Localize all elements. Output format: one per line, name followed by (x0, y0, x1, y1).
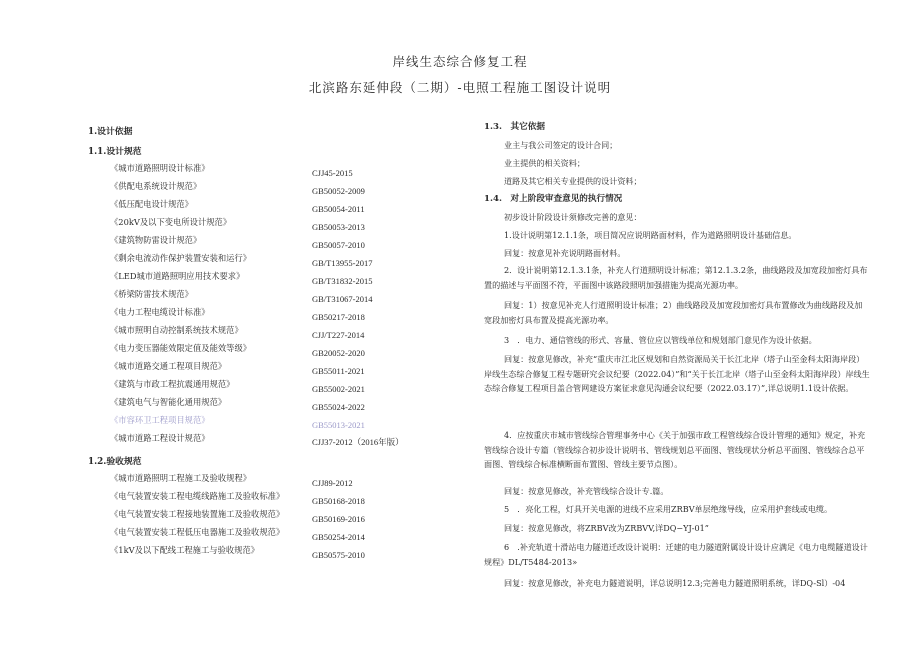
standard-code: GB50168-2018 (312, 496, 365, 506)
standard-code: GB50054-2011 (312, 204, 365, 214)
basis-item: 业主与我公司签定的设计合同； (504, 140, 618, 150)
standard-code: CJJ/T227-2014 (312, 330, 365, 340)
standard-code: GB50254-2014 (312, 532, 365, 542)
standard-name: 《电力工程电缆设计标准》 (110, 307, 210, 317)
review-item: 5 ．亮化工程，灯具开关电源的进线不应采用ZRBV单层绝缘导线，应采用护套线或电缆。 (504, 504, 833, 514)
review-reply: 回复：1）按意见补充人行道照明设计标准；2）曲线路段及加宽段加密灯具布置修改为曲线路段及加宽段加密灯具布置及提高光源功率。 (484, 300, 863, 325)
standard-name: 《建筑物防雷设计规范》 (110, 235, 202, 245)
review-item: 3 ．电力、通信管线的形式、容量、管位应以管线单位和规划部门意见作为设计依据。 (504, 335, 817, 345)
standard-name: 《建筑与市政工程抗震通用规范》 (110, 379, 235, 389)
section-acceptance-standards: 1.2.验收规范 (88, 457, 142, 467)
standard-code: GB/T31067-2014 (312, 294, 373, 304)
standard-name: 《电气装置安装工程电缆线路施工及验收标准》 (110, 491, 285, 501)
standard-name: 《LED城市道路照明应用技术要求》 (110, 271, 245, 281)
standard-name: 《供配电系统设计规范》 (110, 181, 202, 191)
standard-code: GB50057-2010 (312, 240, 365, 250)
standard-name: 《电气装置安装工程接地装置施工及验收规范》 (110, 509, 285, 519)
review-reply: 回复：按意见修改，补充电力隧道说明，详总说明12.3;完善电力隧道照明系统，详DQ-Sl）-04 (504, 578, 846, 588)
standard-name: 《电力变压器能效限定值及能效等级》 (110, 343, 252, 353)
section-design-basis: 1.设计依据 (88, 127, 133, 137)
standard-name: 《1kV及以下配线工程施工与验收规范》 (110, 545, 260, 555)
document-title: 岸线生态综合修复工程 (392, 54, 528, 69)
standard-code-faded: GB55013-2021 (312, 420, 365, 430)
standard-name: 《建筑电气与智能化通用规范》 (110, 397, 227, 407)
standard-code: CJJ45-2015 (312, 168, 353, 178)
standard-code: GB50217-2018 (312, 312, 365, 322)
review-item: 1.设计说明第12.1.1条，项目简况应说明路面材料，作为道路照明设计基础信息。 (504, 230, 797, 240)
standard-name: 《剩余电流动作保护装置安装和运行》 (110, 253, 252, 263)
review-item: 6 .补充轨道十滑站电力隧道迁改设计说明：迁建的电力隧道附属设计设计应满足《电力电缆隧道设计规程》DL/T5484-2013» (484, 542, 868, 567)
standard-code: CJJ89-2012 (312, 478, 353, 488)
standard-code: GB50053-2013 (312, 222, 365, 232)
standard-name: 《城市照明自动控制系统技术规范》 (110, 325, 243, 335)
review-intro: 初步设计阶段设计须修改完善的意见： (504, 212, 642, 222)
standard-code: GB20052-2020 (312, 348, 365, 358)
section-design-standards: 1.1.设计规范 (88, 147, 142, 157)
standard-name: 《城市道路交通工程项目规范》 (110, 361, 227, 371)
standard-code: GB/T31832-2015 (312, 276, 373, 286)
review-reply: 回复：按意见修改，补充管线综合设计专.篇。 (504, 486, 669, 496)
standard-code: GB50575-2010 (312, 550, 365, 560)
review-item: 2．设计说明第12.1.3.1条，补充人行道照明设计标准；第12.1.3.2条，曲线路段及加宽段加密灯具布置的描述与平面图不符，平面图中该路段照明加强措施为提高光源功率。 (484, 265, 868, 290)
standard-name: 《低压配电设计规范》 (110, 199, 193, 209)
review-reply: 回复：按意见修改，将ZRBV改为ZRBVV,详DQ−YJ-01” (504, 523, 709, 533)
document-subtitle: 北滨路东延伸段（二期）-电照工程施工图设计说明 (308, 80, 612, 95)
standard-name: 《电气装置安装工程低压电器施工及验收规范》 (110, 527, 285, 537)
basis-item: 业主提供的相关资料； (504, 158, 585, 168)
standard-name: 《城市道路照明设计标准》 (110, 163, 210, 173)
standard-name-faded: 《市容环卫工程项目规范》 (110, 415, 210, 425)
standard-name: 《桥梁防雷技术规范》 (110, 289, 193, 299)
section-review-response: 1.4. 对上阶段审查意见的执行情况 (484, 194, 623, 204)
standard-code: GB55002-2021 (312, 384, 365, 394)
review-reply: 回复：按意见补充说明路面材料。 (504, 248, 626, 258)
section-other-basis: 1.3. 其它依据 (484, 122, 545, 132)
standard-name: 《城市道路工程设计规范》 (110, 433, 210, 443)
standard-code: GB50169-2016 (312, 514, 365, 524)
standard-code: GB/T13955-2017 (312, 258, 373, 268)
review-item: 4．应按重庆市城市管线综合管理事务中心《关于加强市政工程管线综合设计管理的通知》规定，补充管线综合设计专篇（管线综合初步设计说明书、管线规划总平面图、管线现状分析总平面图、管线综合总平面图、管线综合标准横断面布置图、管线主要节点图）。 (484, 430, 866, 469)
standard-code: GB55024-2022 (312, 402, 365, 412)
standard-code: GB50052-2009 (312, 186, 365, 196)
basis-item: 道路及其它相关专业提供的设计资料； (504, 176, 642, 186)
standard-name: 《20kV及以下变电所设计规范》 (110, 217, 232, 227)
standard-code: GB55011-2021 (312, 366, 365, 376)
review-reply: 回复：按意见修改，补充“重庆市江北区规划和自然资源局关于长江北岸（塔子山至金科太阳海岸段）岸线生态综合修复工程专题研究会议纪要（2022.04）”和“关于长江北岸（塔子山至金科太阳海岸段）岸线生态综合修复工程项目盖合管网建设方案征求意见沟通会议纪要（2022.03.17）”,详总说明1.1设计依据。 (484, 354, 870, 393)
standard-name: 《城市道路照明工程施工及验收规程》 (110, 473, 252, 483)
standard-code: CJJ37-2012（2016年版） (312, 437, 404, 447)
